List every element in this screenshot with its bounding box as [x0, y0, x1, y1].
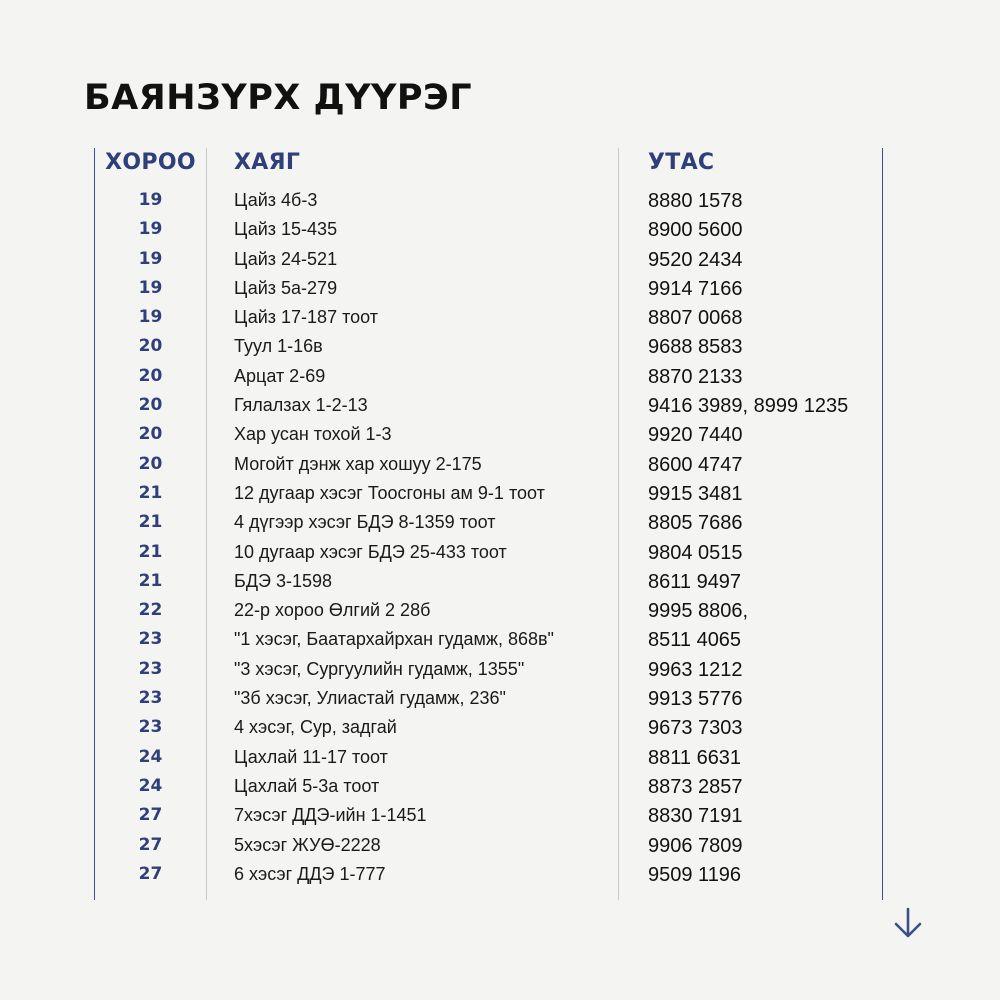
khoroo-cell: 20	[138, 395, 163, 416]
khoroo-cell: 21	[138, 512, 163, 533]
address-cell: Гялалзах 1-2-13	[234, 395, 368, 416]
address-cell: Цайз 17-187 тоот	[234, 307, 378, 328]
phone-cell: 8811 6631	[648, 746, 742, 769]
khoroo-cell: 19	[138, 307, 163, 328]
khoroo-cell: 24	[138, 775, 163, 796]
phone-cell: 9673 7303	[648, 717, 743, 740]
address-cell: "3б хэсэг, Улиастай гудамж, 236"	[234, 688, 506, 709]
phone-cell: 9963 1212	[648, 658, 743, 681]
phone-cell: 8805 7686	[648, 512, 743, 535]
khoroo-cell: 23	[138, 629, 163, 650]
table-row	[0, 393, 1000, 422]
khoroo-cell: 21	[138, 541, 163, 562]
table-row	[0, 569, 1000, 598]
khoroo-cell: 20	[138, 336, 163, 357]
table-row	[0, 334, 1000, 363]
khoroo-cell: 19	[138, 248, 163, 269]
phone-cell: 9416 3989, 8999 1235	[648, 395, 849, 418]
address-cell: Цайз 5а-279	[234, 277, 338, 298]
khoroo-cell: 19	[138, 219, 163, 240]
address-cell: Цайз 4б-3	[234, 190, 318, 210]
khoroo-cell: 24	[138, 746, 163, 767]
address-cell: Хар усан тохой 1-3	[234, 424, 392, 445]
table-row	[0, 862, 1000, 891]
address-cell: 12 дугаар хэсэг Тоосгоны ам 9-1 тоот	[234, 482, 545, 503]
address-cell: Могойт дэнж хар хошуу 2-175	[234, 453, 482, 474]
khoroo-cell: 27	[138, 863, 163, 884]
table-row	[0, 217, 1000, 246]
phone-cell: 8600 4747	[648, 453, 743, 476]
table-row	[0, 745, 1000, 774]
address-cell: Цайз 24-521	[234, 248, 338, 269]
table-row	[0, 305, 1000, 334]
phone-cell: 8900 5600	[648, 219, 743, 242]
phone-cell: 8611 9497	[648, 570, 742, 593]
address-cell: 6 хэсэг ДДЭ 1-777	[234, 863, 386, 884]
table-row	[0, 364, 1000, 393]
table-body	[0, 188, 1000, 891]
address-cell: Цахлай 11-17 тоот	[234, 746, 388, 767]
phone-cell: 9520 2434	[648, 248, 743, 271]
phone-cell: 9915 3481	[648, 482, 743, 505]
khoroo-cell: 23	[138, 658, 163, 679]
phone-cell: 9995 8806,	[648, 600, 749, 623]
table-row	[0, 510, 1000, 539]
khoroo-cell: 21	[138, 482, 163, 503]
table-row	[0, 247, 1000, 276]
phone-cell: 9804 0515	[648, 541, 743, 564]
phone-cell: 9913 5776	[648, 688, 743, 711]
phone-cell: 8511 4065	[648, 629, 742, 652]
address-cell: Цайз 15-435	[234, 219, 338, 240]
khoroo-cell: 23	[138, 717, 163, 738]
phone-cell: 9509 1196	[648, 863, 742, 886]
phone-cell: 8870 2133	[648, 365, 743, 388]
address-cell: 7хэсэг ДДЭ-ийн 1-1451	[234, 805, 427, 826]
table-row	[0, 833, 1000, 862]
phone-cell: 8880 1578	[648, 190, 743, 212]
table-row	[0, 422, 1000, 451]
table-row	[0, 598, 1000, 627]
phone-cell: 9906 7809	[648, 834, 743, 857]
phone-cell: 9920 7440	[648, 424, 743, 447]
header-phone: УТАС	[648, 150, 715, 175]
phone-cell: 9688 8583	[648, 336, 743, 359]
khoroo-cell: 22	[138, 600, 163, 621]
khoroo-cell: 19	[138, 190, 163, 210]
khoroo-cell: 19	[138, 277, 163, 298]
table-row	[0, 657, 1000, 686]
page-title: БАЯНЗҮРХ ДҮҮРЭГ	[84, 78, 473, 118]
table-row	[0, 452, 1000, 481]
table-row	[0, 481, 1000, 510]
phone-cell: 8873 2857	[648, 775, 743, 798]
address-cell: Туул 1-16в	[234, 336, 323, 357]
khoroo-cell: 23	[138, 688, 163, 709]
address-cell: 10 дугаар хэсэг БДЭ 25-433 тоот	[234, 541, 507, 562]
address-cell: "1 хэсэг, Баатархайрхан гудамж, 868в"	[234, 629, 554, 650]
address-cell: Арцат 2-69	[234, 365, 326, 386]
arrow-down-icon[interactable]	[890, 905, 926, 941]
address-cell: 5хэсэг ЖУӨ-2228	[234, 834, 381, 855]
address-cell: "3 хэсэг, Сургуулийн гудамж, 1355"	[234, 658, 525, 679]
address-cell: 22-р хороо Өлгий 2 28б	[234, 600, 431, 621]
table-row	[0, 803, 1000, 832]
khoroo-cell: 20	[138, 424, 163, 445]
phone-cell: 8807 0068	[648, 307, 743, 330]
khoroo-cell: 21	[138, 570, 163, 591]
address-cell: Цахлай 5-3а тоот	[234, 775, 380, 796]
table-row	[0, 276, 1000, 305]
table-row	[0, 774, 1000, 803]
khoroo-cell: 20	[138, 365, 163, 386]
table-row	[0, 715, 1000, 744]
khoroo-cell: 27	[138, 834, 163, 855]
phone-cell: 9914 7166	[648, 277, 743, 300]
khoroo-cell: 27	[138, 805, 163, 826]
table-row	[0, 627, 1000, 656]
header-khoroo: ХОРОО	[105, 150, 196, 175]
address-cell: 4 хэсэг, Сур, задгай	[234, 717, 397, 738]
address-cell: БДЭ 3-1598	[234, 570, 332, 591]
table-row	[0, 540, 1000, 569]
khoroo-cell: 20	[138, 453, 163, 474]
table-row	[0, 686, 1000, 715]
address-cell: 4 дүгээр хэсэг БДЭ 8-1359 тоот	[234, 512, 496, 533]
table-row	[0, 188, 1000, 217]
header-address: ХАЯГ	[234, 150, 301, 175]
phone-cell: 8830 7191	[648, 805, 743, 828]
